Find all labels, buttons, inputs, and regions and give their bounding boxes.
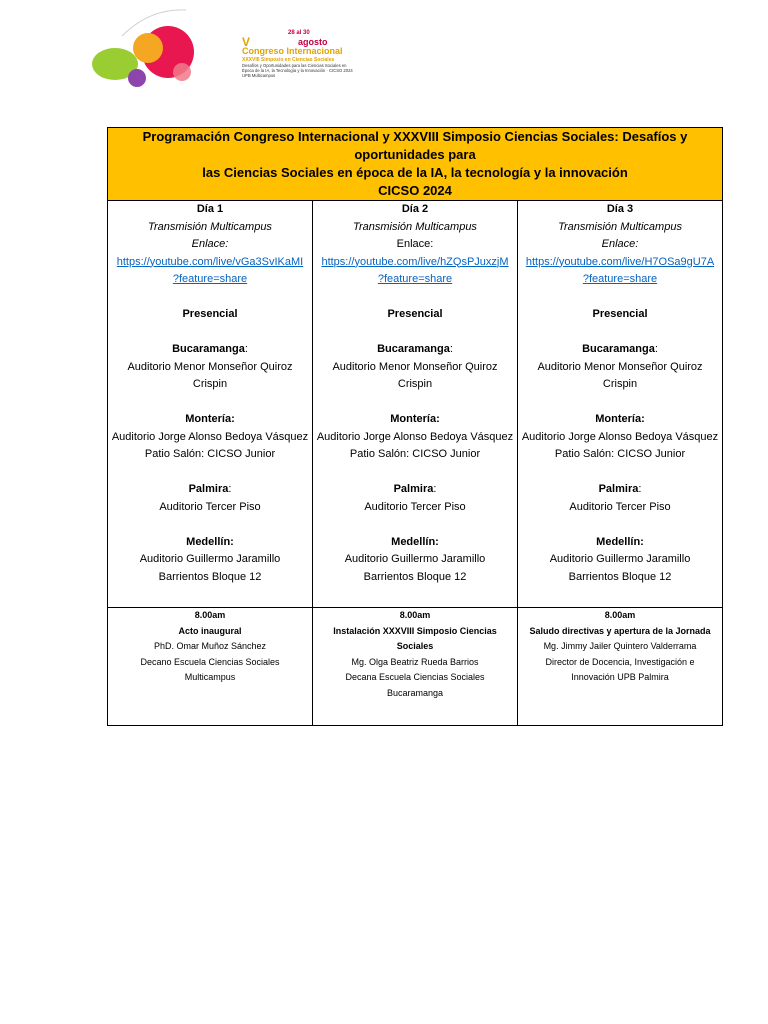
event-time: 8.00am: [604, 610, 636, 620]
medellin-venue-2: Barrientos Bloque 12: [158, 570, 262, 583]
event-title: Instalación XXXVIII Simposio Ciencias: [333, 625, 497, 636]
link-label: Enlace:: [601, 238, 639, 250]
bucaramanga-venue-2: Crispin: [602, 378, 638, 390]
events-row: [108, 608, 723, 726]
palmira-heading: [518, 481, 722, 499]
logo-body: Desafíos y Oportunidades para las Ciencias Sociales en Época de la IA, la Tecnología y la Innovación · CICSO 2024 UPB Multicampus: [242, 63, 353, 78]
medellin-label: Medellín:: [391, 535, 439, 548]
medellin-label: Medellín:: [186, 535, 234, 548]
monteria-venue: Auditorio Jorge Alonso Bedoya Vásquez: [316, 430, 514, 443]
day-label: Día 3: [606, 203, 634, 215]
bucaramanga-heading: [518, 341, 722, 359]
medellin-venue: Auditorio Guillermo Jaramillo: [344, 553, 486, 565]
event-campus: Bucaramanga: [386, 687, 444, 698]
palmira-heading: [313, 481, 517, 499]
youtube-link-suffix[interactable]: ?feature=share: [582, 273, 658, 285]
speech-bubbles-icon: [90, 26, 205, 106]
bucaramanga-label: Bucaramanga: [377, 343, 450, 355]
monteria-venue-2: Patio Salón: CICSO Junior: [349, 448, 481, 460]
monteria-label: Montería:: [595, 413, 645, 425]
youtube-link[interactable]: https://youtube.com/live/vGa3SvIKaMI: [116, 255, 304, 268]
transmission-label: Transmisión Multicampus: [558, 220, 682, 233]
palmira-heading: [108, 481, 312, 499]
bucaramanga-venue: Auditorio Menor Monseñor Quiroz: [332, 360, 498, 373]
link-label: Enlace:: [191, 238, 229, 250]
youtube-link-suffix[interactable]: ?feature=share: [172, 273, 248, 285]
logo-date: 28 al 30: [288, 30, 310, 36]
event-title-2: Sociales: [396, 641, 434, 651]
link-label: Enlace:: [396, 238, 434, 250]
bucaramanga-colon: :: [244, 343, 248, 355]
title-line-1: Programación Congreso Internacional y XXXVIII Simposio Ciencias Sociales: Desafíos y oportunidades para: [142, 129, 688, 162]
event-speaker: Mg. Olga Beatriz Rueda Barrios: [351, 656, 479, 667]
youtube-link[interactable]: https://youtube.com/live/H7OSa9gU7A: [525, 255, 715, 268]
transmission-label: Transmisión Multicampus: [148, 220, 272, 233]
bucaramanga-colon: :: [654, 343, 658, 355]
youtube-link-suffix[interactable]: ?feature=share: [377, 273, 453, 285]
event-cell: [313, 608, 518, 726]
event-time: 8.00am: [194, 610, 226, 620]
bucaramanga-venue: Auditorio Menor Monseñor Quiroz: [537, 360, 703, 373]
event-time: 8.00am: [399, 610, 431, 620]
palmira-colon: :: [638, 483, 642, 495]
logo-simposio: XXXVIII Simposio en Ciencias Sociales: [242, 57, 335, 63]
bucaramanga-venue-2: Crispin: [192, 378, 228, 390]
presencial-label: Presencial: [592, 308, 648, 320]
event-campus: Innovación UPB Palmira: [571, 672, 669, 682]
event-campus: Multicampus: [184, 672, 236, 682]
palmira-venue: Auditorio Tercer Piso: [364, 500, 466, 513]
medellin-venue: Auditorio Guillermo Jaramillo: [139, 553, 281, 565]
day-label: Día 2: [401, 203, 429, 215]
presencial-label: Presencial: [182, 308, 238, 320]
event-role: Decana Escuela Ciencias Sociales: [345, 672, 485, 682]
palmira-venue: Auditorio Tercer Piso: [569, 500, 671, 513]
bucaramanga-venue-2: Crispin: [397, 378, 433, 390]
monteria-venue-2: Patio Salón: CICSO Junior: [144, 448, 276, 460]
day-column: [518, 201, 723, 608]
palmira-colon: :: [433, 483, 437, 495]
table-header-row: [108, 128, 723, 201]
bucaramanga-venue: Auditorio Menor Monseñor Quiroz: [127, 360, 293, 373]
monteria-venue-2: Patio Salón: CICSO Junior: [554, 448, 686, 460]
day-column: [108, 201, 313, 608]
monteria-label: Montería:: [390, 413, 440, 425]
logo-month: agosto: [298, 37, 328, 47]
event-role: Director de Docencia, Investigación e: [545, 656, 695, 667]
bucaramanga-label: Bucaramanga: [172, 343, 245, 355]
congress-logo: [60, 8, 353, 88]
bucaramanga-label: Bucaramanga: [582, 343, 655, 355]
monteria-venue: Auditorio Jorge Alonso Bedoya Vásquez: [111, 430, 309, 443]
event-title: Acto inaugural: [178, 625, 242, 636]
event-cell: [518, 608, 723, 726]
presencial-label: Presencial: [387, 308, 443, 320]
youtube-link[interactable]: https://youtube.com/live/hZQsPJuxzjM: [321, 255, 509, 268]
event-speaker: PhD. Omar Muñoz Sánchez: [153, 641, 267, 651]
palmira-venue: Auditorio Tercer Piso: [159, 500, 261, 513]
monteria-label: Montería:: [185, 413, 235, 425]
event-role: Decano Escuela Ciencias Sociales: [140, 656, 280, 667]
event-cell: [108, 608, 313, 726]
table-title: [108, 128, 723, 201]
palmira-label: Palmira: [188, 483, 229, 495]
palmira-label: Palmira: [393, 483, 434, 495]
bucaramanga-heading: [313, 341, 517, 359]
palmira-colon: :: [228, 483, 232, 495]
days-row: [108, 201, 723, 608]
event-title: Saludo directivas y apertura de la Jornada: [529, 625, 711, 636]
day-column: [313, 201, 518, 608]
event-speaker: Mg. Jimmy Jailer Quintero Valderrama: [543, 641, 697, 651]
palmira-label: Palmira: [598, 483, 639, 495]
logo-congreso: Congreso Internacional: [242, 46, 343, 56]
medellin-label: Medellín:: [596, 535, 644, 548]
program-table: [107, 127, 723, 726]
day-label: Día 1: [196, 203, 224, 215]
bucaramanga-heading: [108, 341, 312, 359]
logo-roman-numeral: V: [242, 35, 251, 49]
medellin-venue-2: Barrientos Bloque 12: [363, 570, 467, 583]
medellin-venue: Auditorio Guillermo Jaramillo: [549, 553, 691, 565]
transmission-label: Transmisión Multicampus: [353, 220, 477, 233]
bucaramanga-colon: :: [449, 343, 453, 355]
title-line-3: CICSO 2024: [378, 183, 452, 198]
monteria-venue: Auditorio Jorge Alonso Bedoya Vásquez: [521, 430, 719, 443]
medellin-venue-2: Barrientos Bloque 12: [568, 570, 672, 583]
title-line-2: las Ciencias Sociales en época de la IA, la tecnología y la innovación: [202, 165, 628, 180]
